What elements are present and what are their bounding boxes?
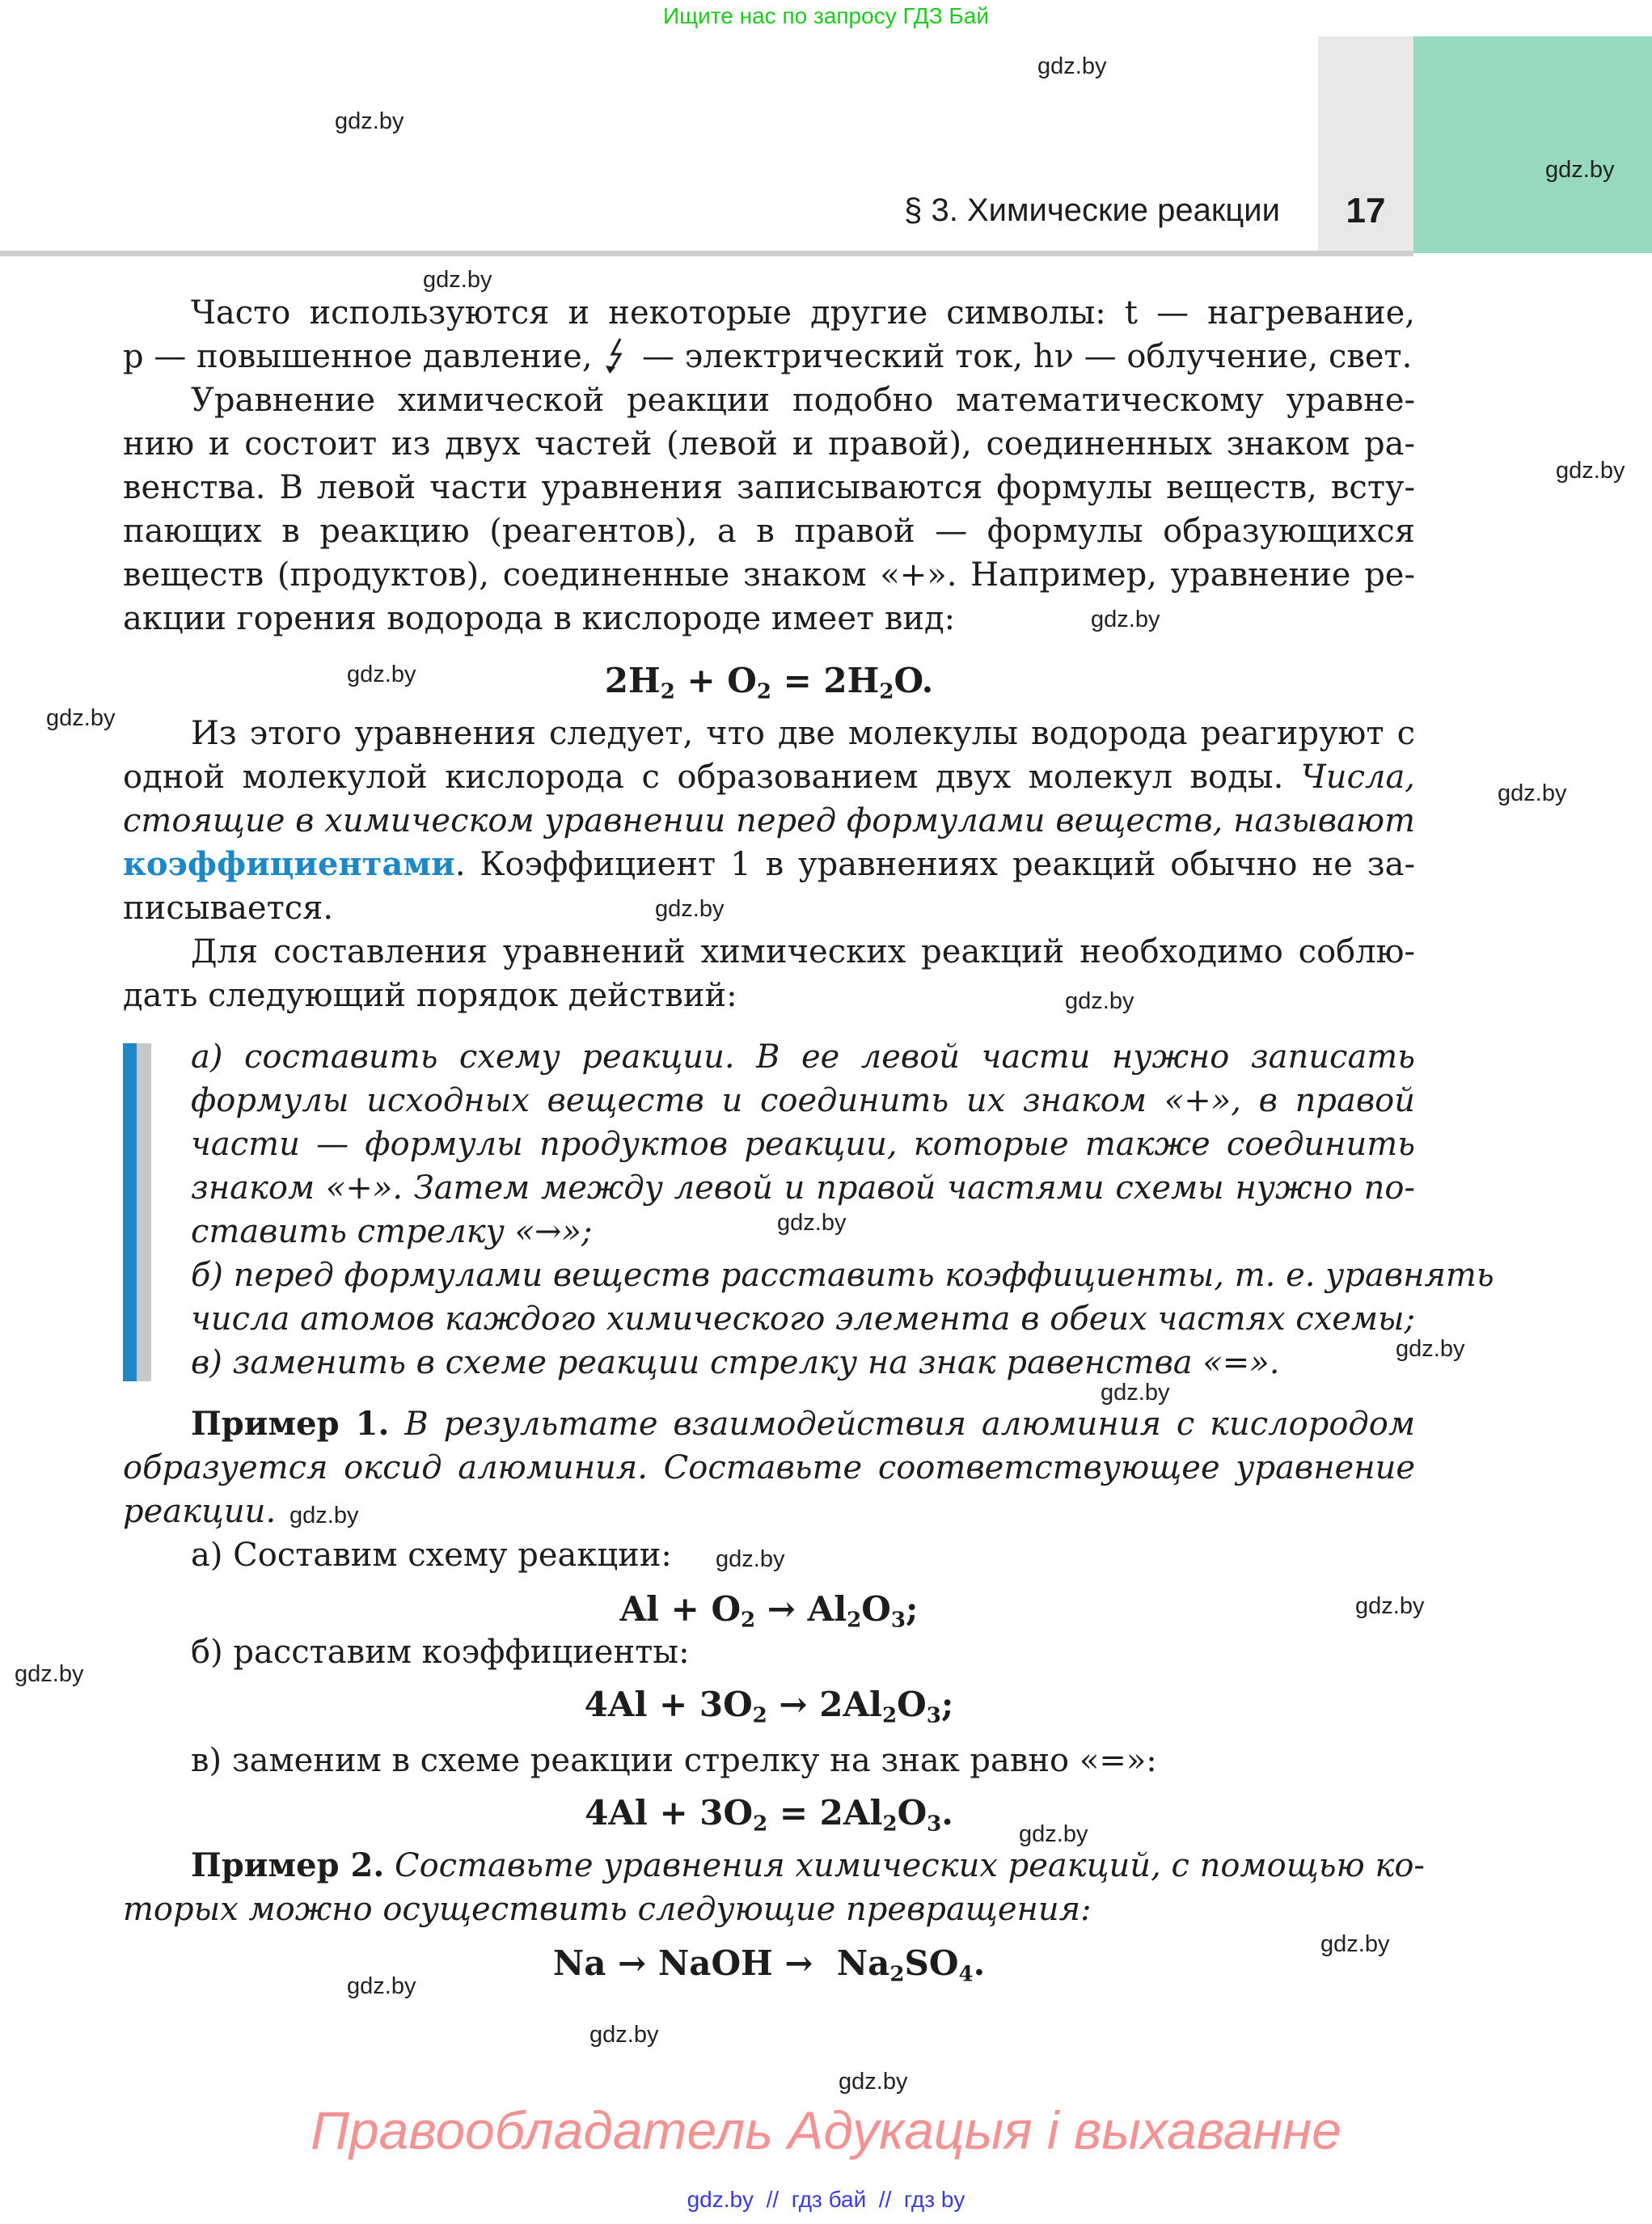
watermark: gdz.by (1019, 1821, 1088, 1847)
page-number: 17 (1346, 191, 1386, 230)
running-title: § 3. Химические реакции (904, 192, 1280, 228)
step-c-line-1: в) заменить в схеме реакции стрелку на знак равенства «=». (191, 1344, 1280, 1381)
example-1-line-1 (191, 1402, 1415, 1446)
watermark: gdz.by (777, 1210, 847, 1236)
top-notice[interactable]: Ищите нас по запросу ГДЗ Бай (662, 3, 990, 28)
text: — электрический ток, hν — облучение, свет. (642, 338, 1413, 375)
watermark: gdz.by (1101, 1380, 1170, 1406)
step-a-line-5: ставить стрелку «→»; (191, 1213, 593, 1250)
text: Числа, (1300, 759, 1416, 796)
watermark: gdz.by (716, 1546, 785, 1572)
text: p — повышенное давление, (123, 338, 593, 375)
paragraph-3-line-2 (123, 755, 1415, 799)
definition-term: коэффициентами (123, 845, 455, 883)
paragraph-2-line-3: венства. В левой части уравнения записываются формулы веществ, всту- (123, 469, 1415, 506)
watermark: gdz.by (46, 705, 116, 731)
copyright-notice: Правообладатель Адукацыя і выхаванне (311, 2100, 1341, 2160)
watermark: gdz.by (1545, 157, 1615, 183)
paragraph-2-line-6: акции горения водорода в кислороде имеет вид: (123, 600, 956, 637)
watermark: gdz.by (335, 108, 404, 134)
paragraph-1-line-2 (123, 335, 1415, 378)
example-1-line-2: образуется оксид алюминия. Составьте соответствующее уравнение (123, 1449, 1415, 1486)
equation-hydrogen-combustion: $2H_2 + O_2 = 2H_2O$. (604, 661, 934, 704)
watermark: gdz.by (589, 2022, 659, 2048)
paragraph-3-line-5: писывается. (123, 890, 334, 927)
header-rule (0, 251, 1413, 256)
block-marker-gray (137, 1043, 151, 1381)
watermark: gdz.by (289, 1503, 359, 1528)
equation-sodium-chain: Na → NaOH → $Na_2SO_4$. (552, 1943, 986, 1987)
example-1-step-b: б) расставим коэффициенты: (191, 1634, 690, 1671)
paragraph-2-line-4: пающих в реакцию (реагентов), а в правой — формулы образующихся (123, 513, 1415, 550)
watermark: gdz.by (1320, 1931, 1390, 1957)
example-label: Пример 1. (191, 1405, 390, 1443)
example-1-step-c: в) заменим в схеме реакции стрелку на знак равно «=»: (191, 1742, 1157, 1779)
watermark: gdz.by (1091, 607, 1160, 632)
text: одной молекулой кислорода с образованием двух молекул воды. (123, 759, 1284, 796)
watermark: gdz.by (1498, 780, 1567, 806)
paragraph-3-line-1: Из этого уравнения следует, что две молекулы водорода реагируют с (191, 715, 1415, 752)
electric-current-icon (602, 336, 632, 375)
paragraph-4-line-2: дать следующий порядок действий: (123, 977, 737, 1014)
step-a-line-1: а) составить схему реакции. В ее левой части нужно записать (191, 1038, 1415, 1076)
step-a-line-4: знаком «+». Затем между левой и правой частями схемы нужно по- (191, 1169, 1415, 1207)
paragraph-3-line-3: стоящие в химическом уравнении перед формулами веществ, называют (123, 802, 1415, 839)
equation-aluminium-coefficients: $4Al + 3O_2 \to 2Al_2O_3$; (584, 1685, 954, 1728)
watermark: gdz.by (1037, 53, 1107, 79)
watermark: gdz.by (1355, 1593, 1425, 1619)
watermark: gdz.by (347, 662, 416, 687)
paragraph-3-line-4 (123, 843, 1415, 886)
paragraph-1-line-1: Часто используются и некоторые другие символы: t — нагревание, (191, 294, 1415, 332)
equation-aluminium-final: $4Al + 3O_2 = 2Al_2O_3$. (585, 1793, 953, 1837)
header-green-block (1413, 36, 1652, 253)
text: В результате взаимодействия алюминия с кислородом (404, 1406, 1416, 1443)
step-b-line-1: б) перед формулами веществ расставить коэффициенты, т. е. уравнять (191, 1257, 1494, 1294)
paragraph-4-line-1: Для составления уравнений химических реакций необходимо соблю- (191, 933, 1415, 970)
watermark: gdz.by (1396, 1336, 1465, 1362)
text: . Коэффициент 1 в уравнениях реакций обычно не за- (454, 846, 1415, 883)
watermark: gdz.by (1065, 988, 1134, 1014)
example-1-line-3: реакции. (123, 1493, 277, 1530)
footer-links[interactable]: gdz.by // гдз бай // гдз by (687, 2187, 965, 2212)
watermark: gdz.by (423, 267, 492, 293)
step-b-line-2: числа атомов каждого химического элемента в обеих частях схемы; (191, 1300, 1416, 1338)
example-2-line-2: торых можно осуществить следующие превращения: (123, 1891, 1092, 1928)
watermark: gdz.by (655, 896, 725, 922)
watermark: gdz.by (347, 1973, 416, 1999)
text: Составьте уравнения химических реакций, с помощью ко- (394, 1847, 1425, 1884)
paragraph-2-line-2: нию и состоит из двух частей (левой и правой), соединенных знаком ра- (123, 425, 1415, 463)
example-label: Пример 2. (191, 1846, 385, 1884)
watermark: gdz.by (1556, 458, 1625, 484)
equation-aluminium-scheme: $Al + O_2 \to Al_2O_3$; (619, 1589, 919, 1633)
example-1-step-a: а) Составим схему реакции: (191, 1537, 672, 1574)
paragraph-2-line-5: веществ (продуктов), соединенные знаком «+». Например, уравнение ре- (123, 556, 1415, 594)
step-a-line-2: формулы исходных веществ и соединить их знаком «+», в правой (191, 1082, 1415, 1119)
watermark: gdz.by (15, 1661, 84, 1687)
block-marker-blue (123, 1043, 137, 1381)
watermark: gdz.by (839, 2069, 908, 2095)
example-2-line-1 (191, 1844, 1425, 1888)
paragraph-2-line-1: Уравнение химической реакции подобно математическому уравне- (191, 382, 1415, 419)
step-a-line-3: части — формулы продуктов реакции, которые также соединить (191, 1126, 1415, 1163)
